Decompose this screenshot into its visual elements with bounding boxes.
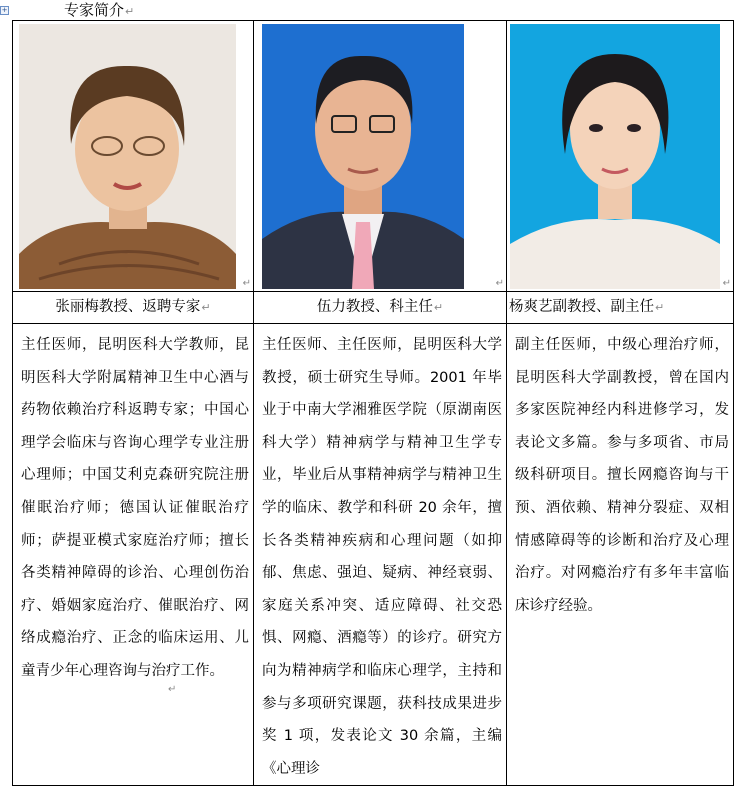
bio-row (13, 324, 734, 786)
paragraph-mark-icon: ↵ (655, 301, 665, 314)
paragraph-mark-icon: ↵ (722, 278, 731, 289)
paragraph-mark-icon: ↵ (168, 684, 177, 695)
expert-1-name: 张丽梅教授、返聘专家 (55, 299, 201, 315)
experts-table (12, 20, 734, 786)
expert-1-name-cell (13, 292, 254, 324)
paragraph-mark-icon: ↵ (242, 278, 251, 289)
name-row (13, 292, 734, 324)
expert-3-bio-cell (507, 324, 734, 786)
expert-2-name-cell (254, 292, 507, 324)
paragraph-mark-icon: ↵ (433, 301, 444, 314)
paragraph-mark-icon: ↵ (125, 5, 135, 18)
expert-1-photo-cell (13, 21, 254, 292)
expert-2-bio-cell (254, 324, 507, 786)
expert-3-photo-cell (507, 21, 734, 292)
expert-1-photo (19, 24, 236, 289)
photo-row (13, 21, 734, 292)
heading-text: 专家简介 (64, 1, 125, 19)
expert-1-bio: 主任医师，昆明医科大学教师，昆明医科大学附属精神卫生中心酒与药物依赖治疗科返聘专家；中国心理学会临床与咨询心理学专业注册心理师；中国艾利克森研究院注册催眠治疗师；德国认证催眠治疗师；萨提亚模式家庭治疗师；擅长各类精神障碍的诊治、心理创伤治疗、婚姻家庭治疗、催眠治疗、网络成瘾治疗、正念的临床运用、儿童青少年心理咨询与治疗工作。 (21, 337, 249, 679)
paragraph-mark-icon: ↵ (201, 301, 211, 314)
expert-2-photo (262, 24, 464, 289)
expert-1-bio-cell (13, 324, 254, 786)
paragraph-mark-icon: ↵ (495, 278, 504, 289)
table-move-handle-icon[interactable]: + (1, 6, 8, 14)
expert-3-bio: 副主任医师，中级心理治疗师，昆明医科大学副教授，曾在国内多家医院神经内科进修学习，发表论文多篇。参与多项省、市局级科研项目。擅长网瘾咨询与干预、酒依赖、精神分裂症、双相情感障碍等的诊断和治疗及心理治疗。对网瘾治疗有多年丰富临床诊疗经验。 (515, 337, 729, 614)
expert-3-name-cell (507, 292, 734, 324)
expert-3-photo (510, 24, 720, 289)
expert-3-name: 杨爽艺副教授、副主任 (509, 299, 654, 315)
expert-2-name: 伍力教授、科主任 (316, 299, 433, 315)
expert-2-bio: 主任医师、主任医师，昆明医科大学教授，硕士研究生导师。2001 年毕业于中南大学湘雅医学院（原湖南医科大学）精神病学与精神卫生学专业，毕业后从事精神病学与精神卫生学的临床、教学和科研 20 余年，擅长各类精神疾病和心理问题（如抑郁、焦虑、强迫、疑病、神经衰弱、家庭关系冲突、适应障碍、社交恐惧、网瘾、酒瘾等）的诊疗。研究方向为精神病学和临床心理学，主持和参与多项研究课题，获科技成果进步奖 1 项，发表论文 30 余篇，主编《心理诊 (262, 337, 502, 777)
expert-2-photo-cell (254, 21, 507, 292)
section-heading (64, 0, 134, 22)
